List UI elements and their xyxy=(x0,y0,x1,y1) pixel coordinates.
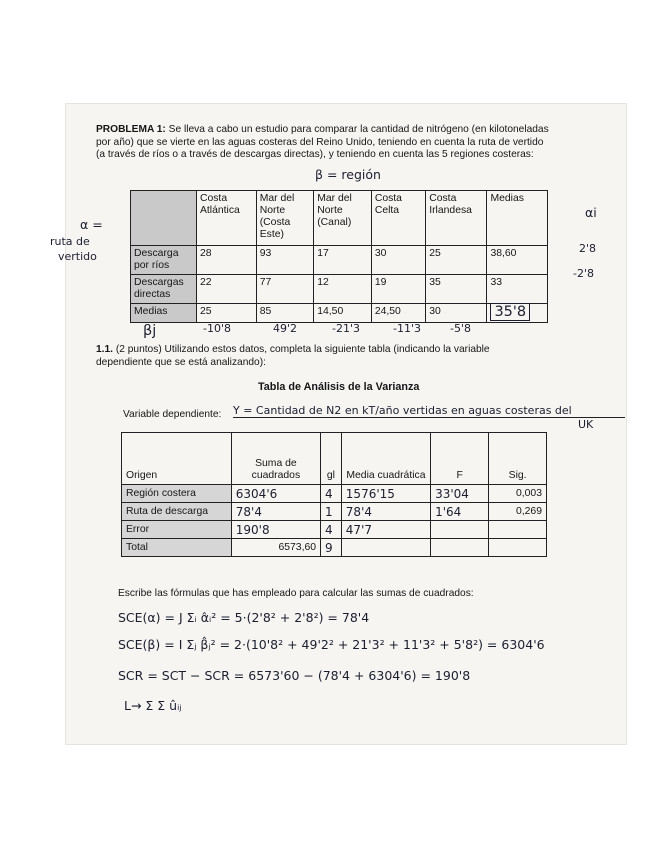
row-label: Medias xyxy=(131,304,197,323)
table-cell: 77 xyxy=(256,275,314,304)
header-origen: Origen xyxy=(122,433,232,485)
anova-suma: 6573,60 xyxy=(231,539,320,557)
table-cell: 22 xyxy=(196,275,256,304)
anova-origen: Ruta de descarga xyxy=(122,503,232,521)
formula-sce-beta: SCE(β) = I Σⱼ β̂ⱼ² = 2·(10'8² + 49'2² + 21'3² + 11'3² + 5'8²) = 6304'6 xyxy=(118,637,545,652)
beta-value: -5'8 xyxy=(450,322,471,335)
table-cell: 33 xyxy=(487,275,548,304)
question-text-2: dependiente que se está analizando): xyxy=(96,356,266,368)
table-cell: 30 xyxy=(426,304,487,323)
anova-f xyxy=(431,521,489,539)
header-suma-cuadrados: Suma de cuadrados xyxy=(231,433,320,485)
anova-gl: 9 xyxy=(321,539,342,557)
dependent-variable-answer: Y = Cantidad de N2 en kT/año vertidas en aguas costeras del xyxy=(233,404,625,418)
header-costa-irlandesa: Costa Irlandesa xyxy=(426,191,487,246)
header-costa-celta: Costa Celta xyxy=(371,191,425,246)
table-cell: 19 xyxy=(371,275,425,304)
anova-sig: 0,269 xyxy=(489,503,547,521)
table-cell: 25 xyxy=(426,246,487,275)
table-cell: 93 xyxy=(256,246,314,275)
anova-origen: Error xyxy=(122,521,232,539)
anova-gl: 1 xyxy=(321,503,342,521)
question-text-1: (2 puntos) Utilizando estos datos, completa la siguiente tabla (indicando la variable xyxy=(115,344,490,355)
alpha-row2-value: -2'8 xyxy=(573,267,594,280)
table-row xyxy=(131,304,548,323)
header-media-cuadratica: Media cuadrática xyxy=(341,433,430,485)
header-f: F xyxy=(431,433,489,485)
anova-media xyxy=(341,539,430,557)
anova-sig xyxy=(489,539,547,557)
formulas-prompt: Escribe las fórmulas que has empleado para calcular las sumas de cuadrados: xyxy=(118,588,474,599)
table-cell: 17 xyxy=(314,246,372,275)
table-row xyxy=(122,521,547,539)
problem-statement xyxy=(96,124,596,162)
anova-table xyxy=(121,432,547,557)
formula-scr: SCR = SCT − SCR = 6573'60 − (78'4 + 6304'6) = 190'8 xyxy=(118,668,471,683)
beta-value: -11'3 xyxy=(393,322,421,335)
beta-region-note: β = región xyxy=(315,167,381,182)
formula-residuals: L→ Σ Σ ûᵢⱼ xyxy=(124,698,182,713)
row-label: Descarga por ríos xyxy=(131,246,197,275)
anova-f xyxy=(431,539,489,557)
header-sig: Sig. xyxy=(489,433,547,485)
alpha-row1-value: 2'8 xyxy=(579,242,597,255)
problem-line-1: Se lleva a cabo un estudio para comparar la cantidad de nitrógeno (en kilotoneladas xyxy=(168,124,549,135)
problem-line-3: (a través de ríos o a través de descargas directas), y teniendo en cuenta las 5 regiones costeras: xyxy=(96,149,534,161)
header-medias: Medias xyxy=(487,191,548,246)
header-costa-atlantica: Costa Atlántica xyxy=(196,191,256,246)
header-gl: gl xyxy=(321,433,342,485)
beta-value: 49'2 xyxy=(273,322,298,335)
alpha-label: α = xyxy=(80,217,103,232)
table-row xyxy=(131,246,548,275)
anova-gl: 4 xyxy=(321,521,342,539)
table-cell: 24,50 xyxy=(371,304,425,323)
header-blank-cell xyxy=(131,191,197,246)
problem-line-2: por año) que se vierte en las aguas costeras del Reino Unido, teniendo en cuenta la ruta de vertido xyxy=(96,136,544,148)
beta-value: -10'8 xyxy=(203,322,231,335)
table-row xyxy=(122,503,547,521)
anova-media: 78'4 xyxy=(341,503,430,521)
anova-origen: Región costera xyxy=(122,485,232,503)
anova-sig xyxy=(489,521,547,539)
anova-media: 47'7 xyxy=(341,521,430,539)
vertido-note: vertido xyxy=(58,250,97,263)
question-number: 1.1. xyxy=(96,344,113,355)
table-row xyxy=(122,485,547,503)
dependent-variable-label: Variable dependiente: xyxy=(123,409,222,420)
formula-sce-alpha: SCE(α) = J Σᵢ α̂ᵢ² = 5·(2'8² + 2'8²) = 78'4 xyxy=(118,610,370,625)
media-general-cell xyxy=(487,304,548,323)
table-cell: 12 xyxy=(314,275,372,304)
problem-title: PROBLEMA 1: xyxy=(96,124,166,135)
table-row xyxy=(122,539,547,557)
ruta-de-note: ruta de xyxy=(50,235,90,248)
media-general-value: 35'8 xyxy=(490,303,530,321)
anova-title: Tabla de Análisis de la Varianza xyxy=(258,381,420,393)
anova-sig: 0,003 xyxy=(489,485,547,503)
anova-suma: 78'4 xyxy=(231,503,320,521)
table-row xyxy=(131,275,548,304)
anova-f: 33'04 xyxy=(431,485,489,503)
beta-value: -21'3 xyxy=(332,322,360,335)
table-cell: 25 xyxy=(196,304,256,323)
anova-gl: 4 xyxy=(321,485,342,503)
anova-suma: 6304'6 xyxy=(231,485,320,503)
question-1-1 xyxy=(96,344,576,369)
anova-media: 1576'15 xyxy=(341,485,430,503)
row-label: Descargas directas xyxy=(131,275,197,304)
table-cell: 30 xyxy=(371,246,425,275)
alpha-i-label: αi xyxy=(585,205,597,220)
table-cell: 28 xyxy=(196,246,256,275)
dependent-variable-answer-2: UK xyxy=(578,418,594,431)
table-cell: 14,50 xyxy=(314,304,372,323)
anova-f: 1'64 xyxy=(431,503,489,521)
table-cell: 38,60 xyxy=(487,246,548,275)
anova-suma: 190'8 xyxy=(231,521,320,539)
table-cell: 85 xyxy=(256,304,314,323)
header-mar-norte-canal: Mar del Norte (Canal) xyxy=(314,191,372,246)
anova-origen: Total xyxy=(122,539,232,557)
header-mar-norte-este: Mar del Norte (Costa Este) xyxy=(256,191,314,246)
table-cell: 35 xyxy=(426,275,487,304)
nitrogen-data-table xyxy=(130,190,548,323)
beta-j-label: βj xyxy=(143,323,157,339)
